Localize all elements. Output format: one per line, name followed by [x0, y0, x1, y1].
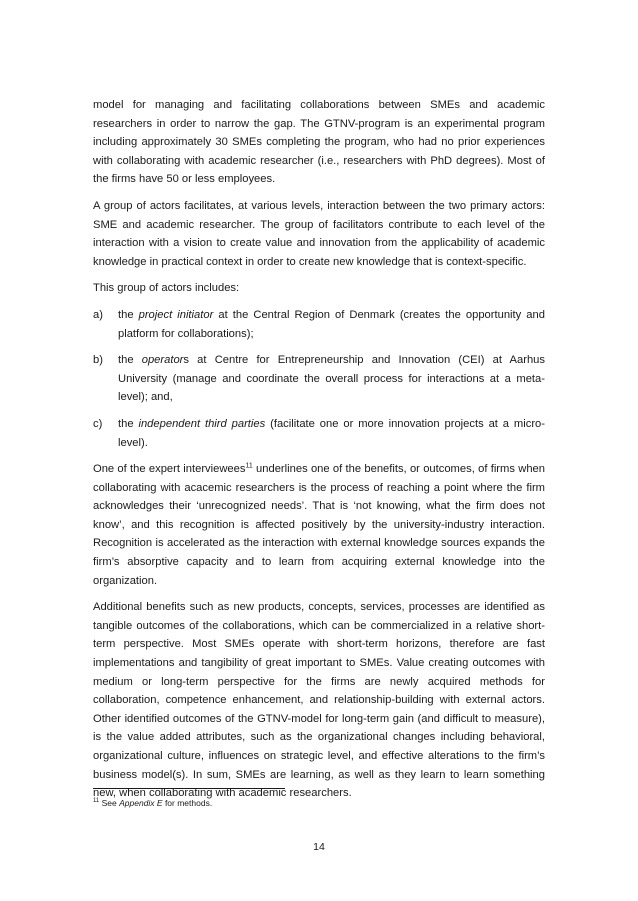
footnote-divider [93, 788, 285, 789]
list-text-a-post: at the Central Region of Denmark (creates the opportunity and platform for collaborations); [118, 308, 545, 340]
paragraph-additional-benefits: Additional benefits such as new products, concepts, services, processes are identified as tangible outcomes of the collaborations, which can be commercialized in a relative short-term perspective. Most SMEs operate with short-term horizons, therefore are fast implementations and tangibility of great important to SMEs. Value creating outcomes with medium or long-term perspective for the firms are newly acquired methods for collaboration, competence enhancement, and relationship-building with external actors. Other identified outcomes of the GTNV-model for long-term gain (and difficult to measure), is the value added attributes, such as the organizational changes including behavioral, organizational culture, influences on strategic level, and effective alterations to the firm’s business model(s). In sum, SMEs are learning, as well as they learn to learn something new, when collaborating with academic researchers. [93, 601, 545, 800]
list-item-b [93, 351, 545, 407]
footnote-pre: See [99, 798, 120, 808]
footnote-reference: 11 [245, 462, 253, 470]
list-item-c [93, 415, 545, 452]
footnote-italic: Appendix E [119, 798, 163, 808]
list-text-c-pre: the [118, 417, 139, 430]
list-marker-a: a) [93, 308, 103, 321]
list-text-b-italic: operator [141, 354, 184, 367]
footnote-number: 11 [93, 798, 100, 805]
list-text-a-italic: project initiator [138, 308, 214, 321]
list-text-c-italic: independent third parties [138, 417, 266, 430]
paragraph-expert-interview [93, 460, 545, 590]
list-text-a-pre: the [118, 308, 139, 321]
list-text-c [118, 415, 545, 452]
list-text-a [118, 306, 545, 343]
paragraph-expert-interview-pre: One of the expert interviewees [93, 463, 246, 476]
body-text [93, 96, 545, 811]
paragraph-gtnv-program: model for managing and facilitating collaborations between SMEs and academic researchers in order to narrow the gap. The GTNV-program is an experimental program including approximately 30 SMEs completing the program, who had no prior experiences with collaborating with academic researcher (i.e., researchers with PhD degrees). Most of the firms have 50 or less employees. [93, 99, 545, 186]
list-item-a [93, 306, 545, 343]
list-text-b [118, 351, 545, 407]
paragraph-list-intro: This group of actors includes: [93, 282, 240, 295]
footnote-post: for methods. [162, 798, 213, 808]
list-text-c-post: (facilitate one or more innovation projects at a micro-level). [118, 417, 545, 449]
footnote [93, 797, 212, 809]
list-marker-b: b) [93, 354, 103, 367]
list-marker-c: c) [93, 417, 103, 430]
list-text-b-post: s at Centre for Entrepreneurship and Innovation (CEI) at Aarhus University (manage and coordinate the overall process for interactions at a meta-level); and, [118, 354, 545, 404]
paragraph-expert-interview-post: underlines one of the benefits, or outcomes, of firms when collaborating with acacemic researchers is the process of reaching a point where the firm acknowledges their ‘unrecognized needs’. That is ‘not knowing, what the firm does not know’, and this recognition is affected positively by the university-industry interaction. Recognition is accelerated as the interaction with external knowledge sources expands the firm’s absorptive capacity and to learn from acquiring external knowledge into the organization. [93, 463, 545, 587]
paragraph-facilitators: A group of actors facilitates, at various levels, interaction between the two primary actors: SME and academic researcher. The group of facilitators contribute to each level of the interaction with a vision to create value and innovation from the applicability of academic knowledge in practical context in order to create new knowledge that is context-specific. [93, 199, 545, 268]
page-number: 14 [313, 841, 325, 853]
list-text-b-pre: the [118, 354, 142, 367]
